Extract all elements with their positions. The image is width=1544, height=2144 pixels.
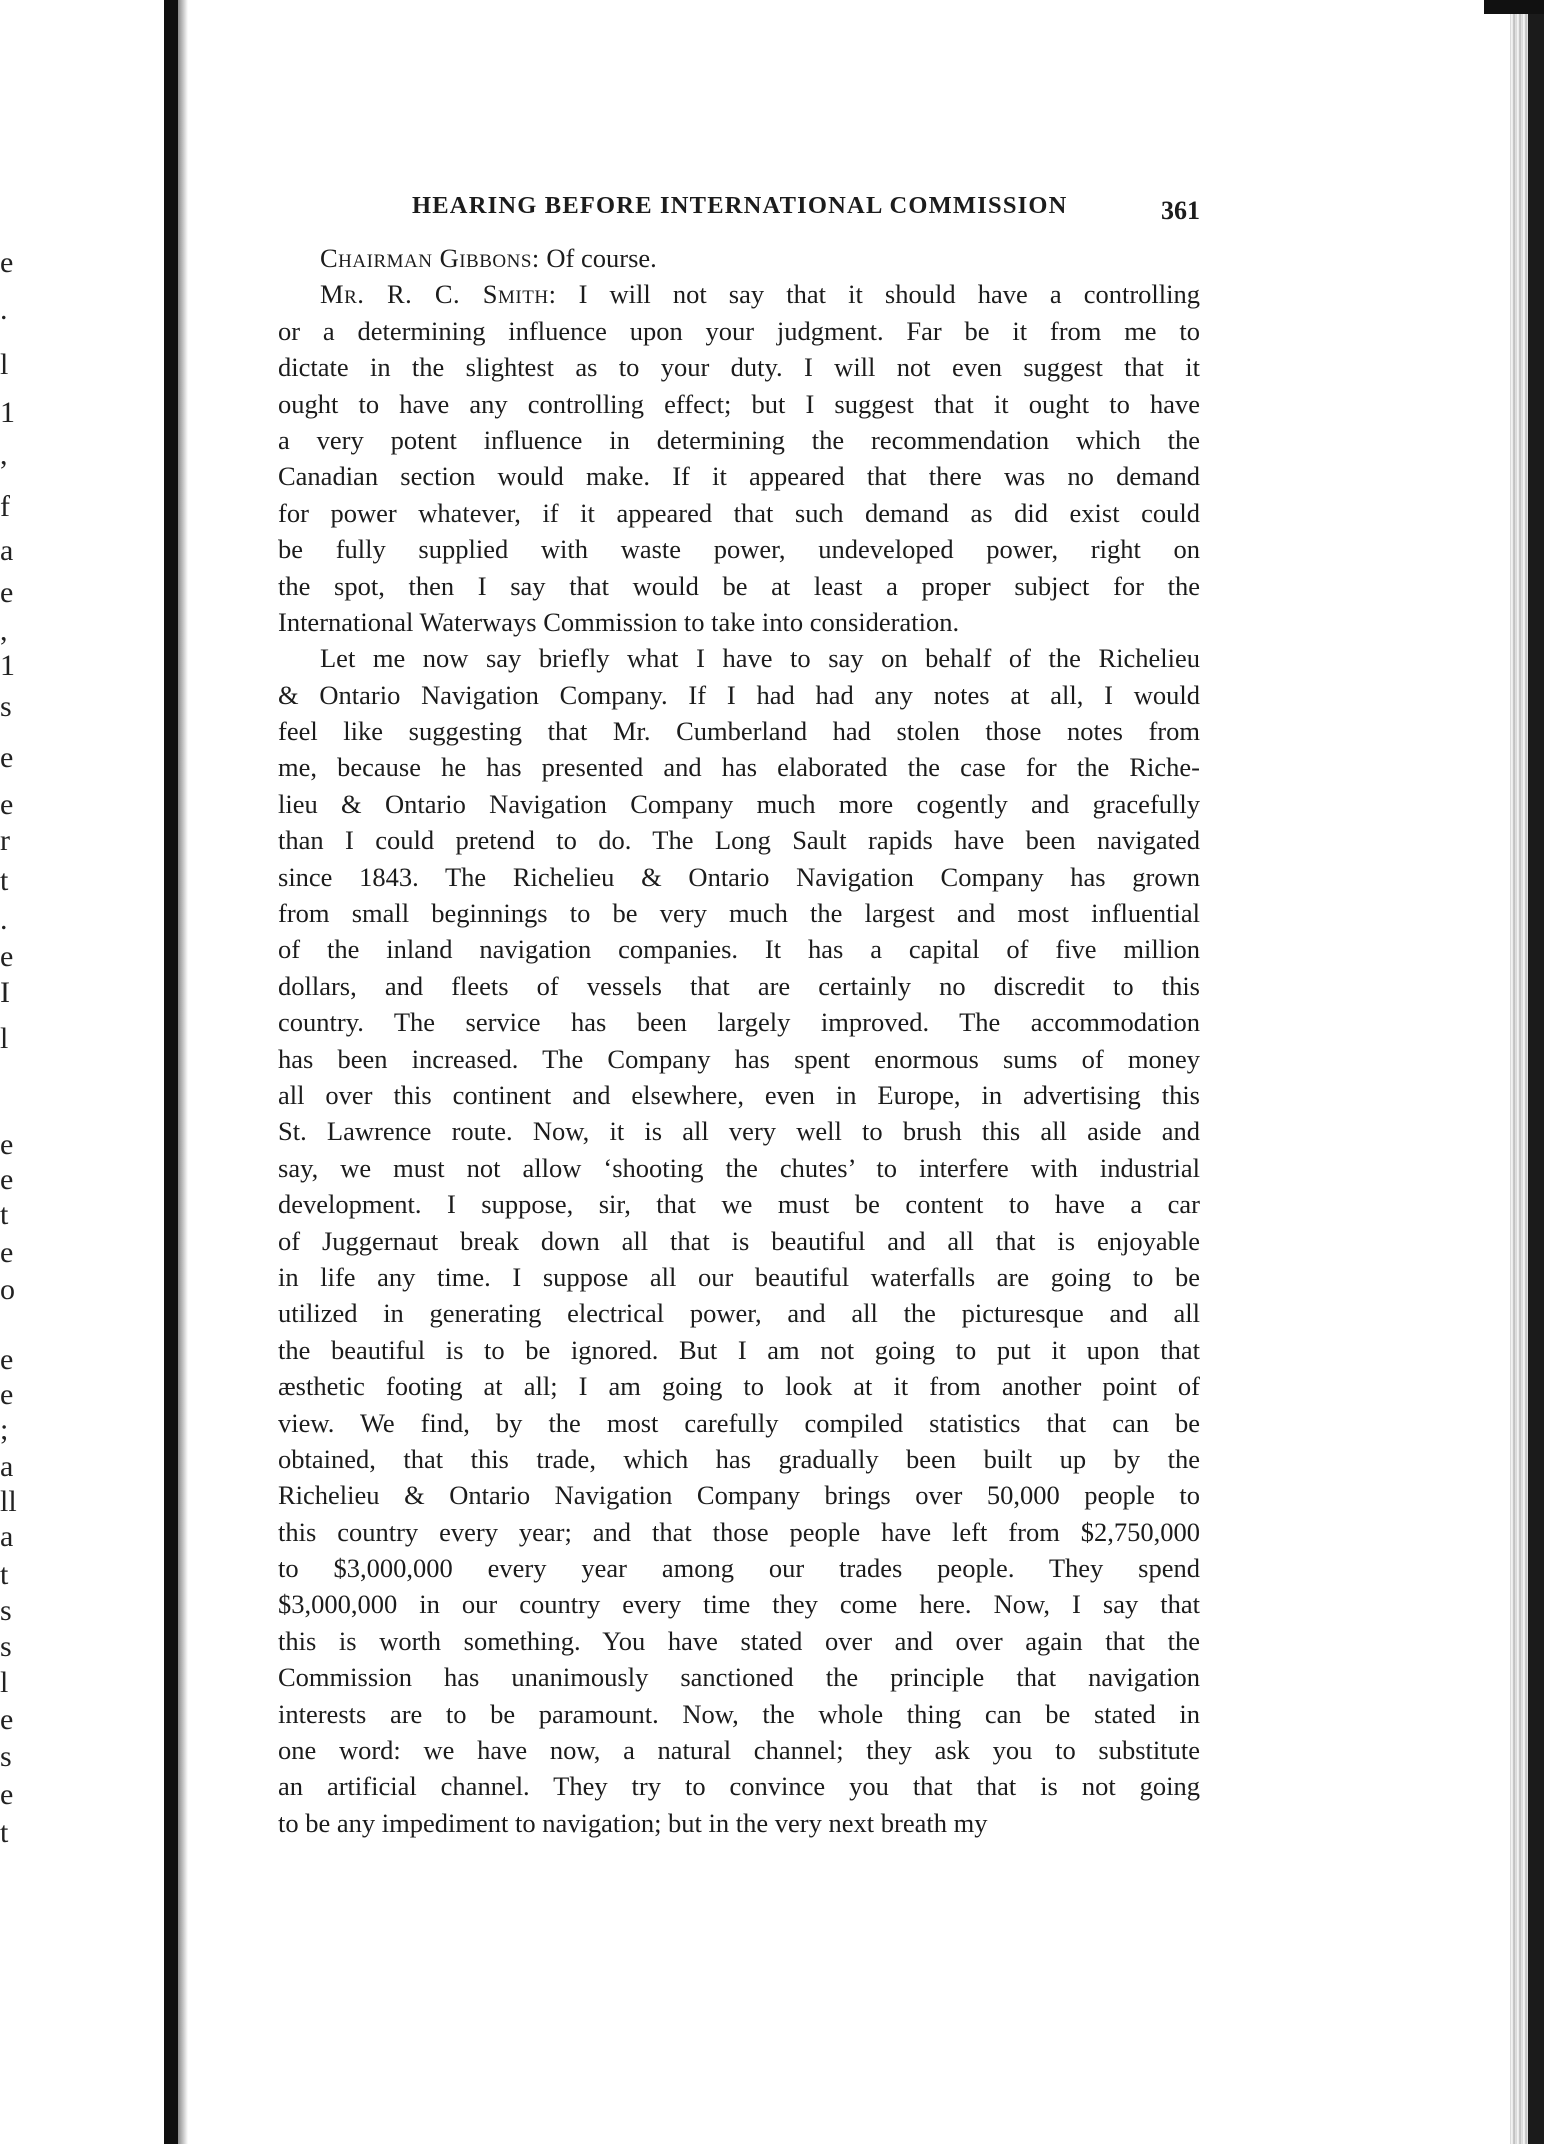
previous-page-margin: [0, 0, 164, 2144]
text-line: [278, 1259, 1200, 1295]
line-text: dollars, and fleets of vessels that are certainly no discredit to this: [278, 970, 1200, 1001]
line-text: of Juggernaut break down all that is beautiful and all that is enjoyable: [278, 1225, 1200, 1256]
text-line: [278, 1077, 1200, 1113]
body-text: [278, 240, 1200, 1841]
line-text: Of course.: [546, 243, 657, 273]
text-line: [278, 531, 1200, 567]
text-line: [278, 1768, 1200, 1804]
line-text: an artificial channel. They try to convince you that that is not going: [278, 1771, 1200, 1802]
text-line: [278, 276, 1200, 312]
line-text: St. Lawrence route. Now, it is all very well to brush this all aside and: [278, 1116, 1200, 1147]
line-text: International Waterways Commission to take into consideration.: [278, 606, 960, 637]
running-title: HEARING BEFORE INTERNATIONAL COMMISSION: [412, 192, 1068, 219]
line-text: country. The service has been largely improved. The accommodation: [278, 1007, 1200, 1038]
page-number: 361: [1161, 196, 1200, 225]
margin-fragment: r: [0, 824, 10, 857]
text-line: [278, 859, 1200, 895]
text-line: [278, 1405, 1200, 1441]
binding-edge: [164, 0, 178, 2144]
line-text: lieu & Ontario Navigation Company much more cogently and gracefully: [278, 788, 1200, 819]
line-text: say, we must not allow ‘shooting the chutes’ to interfere with industrial: [278, 1152, 1200, 1183]
text-line: [278, 1223, 1200, 1259]
text-line: [278, 1150, 1200, 1186]
line-text: has been increased. The Company has spent enormous sums of money: [278, 1043, 1200, 1074]
line-text: than I could pretend to do. The Long Sault rapids have been navigated: [278, 825, 1200, 856]
margin-fragment: .: [0, 903, 8, 936]
text-line: [278, 1113, 1200, 1149]
binding-shadow: [178, 0, 188, 2144]
text-line: [278, 677, 1200, 713]
text-line: [278, 1477, 1200, 1513]
line-text: this country every year; and that those people have left from $2,750,000: [278, 1516, 1200, 1547]
text-line: [278, 1332, 1200, 1368]
text-line: [278, 1586, 1200, 1622]
margin-fragment: a: [0, 534, 14, 567]
margin-fragment: e: [0, 1343, 14, 1376]
text-line: [278, 495, 1200, 531]
line-text: $3,000,000 in our country every time they come here. Now, I say that: [278, 1589, 1200, 1620]
line-text: since 1843. The Richelieu & Ontario Navigation Company has grown: [278, 861, 1200, 892]
margin-fragment: I: [0, 976, 10, 1009]
margin-fragment: .: [0, 293, 8, 326]
line-text: one word: we have now, a natural channel; they ask you to substitute: [278, 1735, 1200, 1766]
line-text: for power whatever, if it appeared that such demand as did exist could: [278, 497, 1200, 528]
text-line: [278, 1041, 1200, 1077]
speaker-name: Mr. R. C. Smith:: [320, 279, 557, 310]
margin-fragment: e: [0, 788, 14, 821]
line-text: I will not say that it should have a controlling: [578, 279, 1200, 310]
margin-fragment: l: [0, 1022, 9, 1055]
line-text: dictate in the slightest as to your duty. I will not even suggest that it: [278, 352, 1200, 383]
text-line: [278, 568, 1200, 604]
margin-fragment: e: [0, 940, 14, 973]
text-line: [278, 1295, 1200, 1331]
line-text: a very potent influence in determining the recommendation which the: [278, 424, 1200, 455]
line-text: Richelieu & Ontario Navigation Company brings over 50,000 people to: [278, 1480, 1200, 1511]
page-edge-top: [1484, 0, 1544, 14]
running-head: [280, 182, 1200, 242]
text-line: [278, 422, 1200, 458]
line-text: æsthetic footing at all; I am going to look at it from another point of: [278, 1371, 1200, 1402]
text-line: [278, 240, 1200, 276]
line-text: Canadian section would make. If it appeared that there was no demand: [278, 461, 1200, 492]
margin-fragment: s: [0, 690, 12, 723]
line-text: the beautiful is to be ignored. But I am not going to put it upon that: [278, 1334, 1200, 1365]
text-line: [278, 1441, 1200, 1477]
text-line: [278, 386, 1200, 422]
margin-fragment: s: [0, 1740, 12, 1773]
text-line: [278, 349, 1200, 385]
margin-fragment: t: [0, 1558, 9, 1591]
margin-fragment: t: [0, 1198, 9, 1231]
speaker-name: Chairman Gibbons:: [320, 243, 540, 273]
line-text: me, because he has presented and has elaborated the case for the Riche-: [278, 752, 1200, 783]
margin-fragment: o: [0, 1273, 15, 1306]
margin-fragment: a: [0, 1520, 14, 1553]
margin-fragment: ;: [0, 1413, 9, 1446]
margin-fragment: e: [0, 1236, 14, 1269]
page-edge-dark: [1528, 0, 1544, 2144]
margin-fragment: e: [0, 741, 14, 774]
text-line: [278, 1805, 1200, 1841]
margin-fragment: s: [0, 1594, 12, 1627]
text-line: [278, 1550, 1200, 1586]
margin-fragment: e: [0, 576, 14, 609]
line-text: utilized in generating electrical power, and all the picturesque and all: [278, 1298, 1200, 1329]
margin-fragment: e: [0, 246, 14, 279]
text-line: [278, 1659, 1200, 1695]
text-line: [278, 713, 1200, 749]
text-line: [278, 1732, 1200, 1768]
text-line: [278, 931, 1200, 967]
line-text: in life any time. I suppose all our beautiful waterfalls are going to be: [278, 1261, 1200, 1292]
margin-fragment: ,: [0, 438, 8, 471]
margin-fragment: e: [0, 1378, 14, 1411]
margin-fragment: e: [0, 1163, 14, 1196]
margin-fragment: t: [0, 1816, 9, 1849]
line-text: & Ontario Navigation Company. If I had had any notes at all, I would: [278, 679, 1200, 710]
line-text: to be any impediment to navigation; but in the very next breath my: [278, 1807, 988, 1838]
line-text: or a determining influence upon your judgment. Far be it from me to: [278, 315, 1200, 346]
line-text: be fully supplied with waste power, undeveloped power, right on: [278, 534, 1200, 565]
text-line: [278, 458, 1200, 494]
line-text: development. I suppose, sir, that we must be content to have a car: [278, 1189, 1200, 1220]
line-text: obtained, that this trade, which has gradually been built up by the: [278, 1443, 1200, 1474]
text-line: [278, 313, 1200, 349]
text-line: [278, 604, 1200, 640]
line-text: ought to have any controlling effect; but I suggest that it ought to have: [278, 388, 1200, 419]
text-line: [278, 1186, 1200, 1222]
margin-fragment: e: [0, 1778, 14, 1811]
text-line: [278, 1696, 1200, 1732]
line-text: from small beginnings to be very much the largest and most influential: [278, 898, 1200, 929]
line-text: this is worth something. You have stated over and over again that the: [278, 1625, 1200, 1656]
margin-fragment: ll: [0, 1485, 17, 1518]
margin-fragment: l: [0, 348, 9, 381]
margin-fragment: e: [0, 1128, 14, 1161]
margin-fragment: a: [0, 1450, 14, 1483]
text-line: [278, 749, 1200, 785]
line-text: of the inland navigation companies. It has a capital of five million: [278, 934, 1200, 965]
text-line: [278, 1004, 1200, 1040]
text-line: [278, 822, 1200, 858]
text-line: [278, 786, 1200, 822]
line-text: Let me now say briefly what I have to say on behalf of the Richelieu: [320, 643, 1200, 674]
margin-fragment: f: [0, 490, 10, 523]
margin-fragment: s: [0, 1630, 12, 1663]
text-line: [278, 1368, 1200, 1404]
line-text: Commission has unanimously sanctioned the principle that navigation: [278, 1662, 1200, 1693]
text-line: [278, 1623, 1200, 1659]
line-text: to $3,000,000 every year among our trades people. They spend: [278, 1553, 1200, 1584]
text-line: [278, 895, 1200, 931]
margin-fragment: e: [0, 1703, 14, 1736]
margin-fragment: 1: [0, 649, 15, 682]
text-line: [278, 968, 1200, 1004]
line-text: view. We find, by the most carefully compiled statistics that can be: [278, 1407, 1200, 1438]
text-line: [278, 1514, 1200, 1550]
margin-fragment: ,: [0, 614, 8, 647]
line-text: interests are to be paramount. Now, the whole thing can be stated in: [278, 1698, 1200, 1729]
margin-fragment: l: [0, 1666, 9, 1699]
margin-fragment: 1: [0, 396, 15, 429]
line-text: all over this continent and elsewhere, even in Europe, in advertising this: [278, 1079, 1200, 1110]
line-text: the spot, then I say that would be at least a proper subject for the: [278, 570, 1200, 601]
margin-fragment: t: [0, 864, 9, 897]
text-line: [278, 640, 1200, 676]
line-text: feel like suggesting that Mr. Cumberland had stolen those notes from: [278, 716, 1200, 747]
